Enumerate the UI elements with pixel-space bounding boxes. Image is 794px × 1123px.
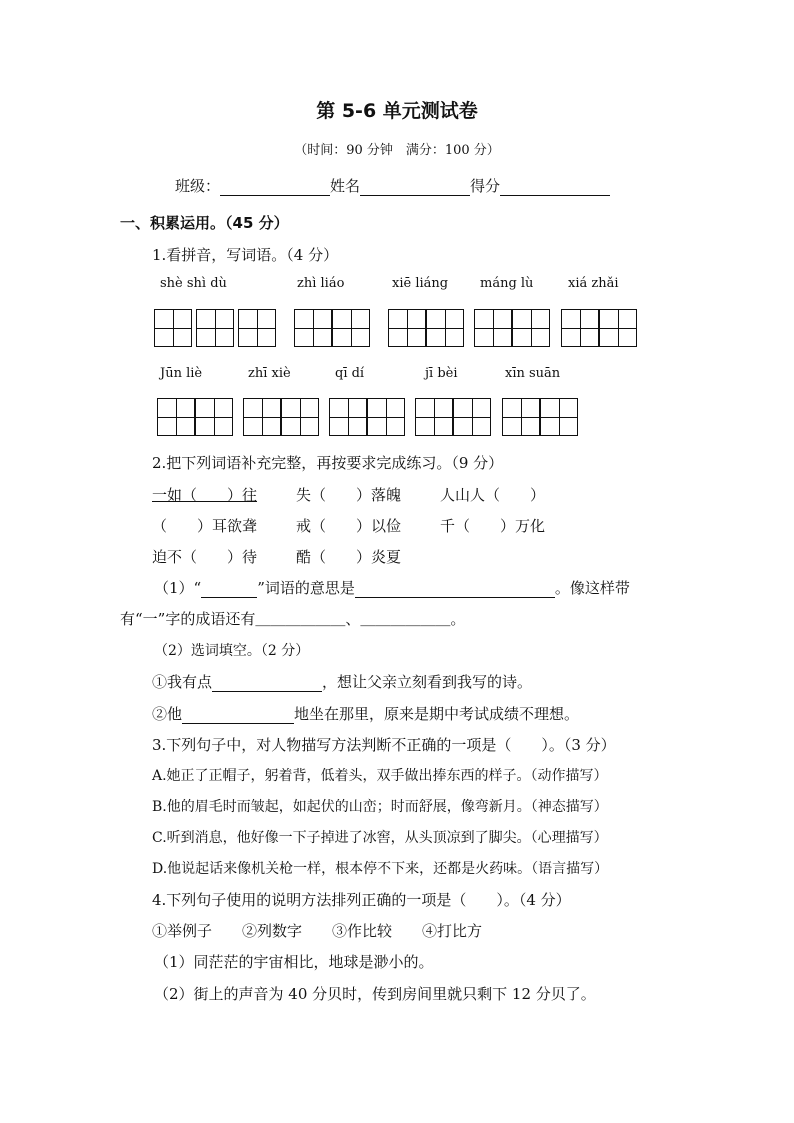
writing-box[interactable] — [540, 398, 578, 436]
idiom-3: 人山人（ ） — [440, 486, 546, 504]
pinyin-2: zhì liáo — [297, 276, 345, 291]
writing-box[interactable] — [243, 398, 281, 436]
pinyin-7: zhī xiè — [248, 366, 291, 381]
score-label: 得分 — [470, 177, 501, 195]
option-a[interactable]: A.她正了正帽子，躬着背，低着头，双手做出捧东西的样子。（动作描写） — [152, 768, 608, 784]
fill2-text-a: ②他 — [152, 705, 183, 723]
idiom-7: 迫不（ ）待 — [152, 548, 258, 566]
sub1-text-c: 。像这样带 — [554, 579, 630, 597]
statement-1: （1）同茫茫的宇宙相比，地球是渺小的。 — [154, 953, 434, 971]
writing-box[interactable] — [502, 398, 540, 436]
writing-box[interactable] — [281, 398, 319, 436]
name-label: 姓名 — [330, 177, 361, 195]
question-1-prompt: 1.看拼音，写词语。（4 分） — [152, 246, 339, 264]
student-info-line — [175, 175, 610, 196]
fill-sentence-1 — [152, 671, 532, 692]
sub1-text-b: ”词语的意思是 — [257, 579, 355, 597]
question-4-prompt: 4.下列句子使用的说明方法排列正确的一项是（ ）。（4 分） — [152, 891, 571, 909]
idiom-4: （ ）耳欲聋 — [152, 517, 258, 535]
writing-box[interactable] — [512, 309, 550, 347]
pinyin-1: shè shì dù — [160, 276, 227, 291]
sub-question-1 — [154, 577, 630, 598]
pinyin-8: qī dí — [335, 366, 365, 381]
method-list: ①举例子 ②列数字 ③作比较 ④打比方 — [152, 922, 483, 940]
idiom-2: 失（ ）落魄 — [296, 486, 402, 504]
writing-box[interactable] — [599, 309, 637, 347]
fill1-text-b: ，想让父亲立刻看到我写的诗。 — [322, 673, 533, 691]
fill2-text-b: 地坐在那里，原来是期中考试成绩不理想。 — [294, 705, 580, 723]
pinyin-10: xīn suān — [505, 366, 561, 381]
idiom-1: 一如（ ）往 — [152, 486, 258, 504]
fill-sentence-2 — [152, 703, 579, 724]
writing-box[interactable] — [157, 398, 195, 436]
writing-box[interactable] — [426, 309, 464, 347]
pinyin-9: jī bèi — [425, 366, 458, 381]
answer-blank[interactable] — [182, 710, 294, 724]
writing-box[interactable] — [196, 309, 234, 347]
sub-question-2: （2）选词填空。（2 分） — [154, 643, 310, 659]
writing-box[interactable] — [329, 398, 367, 436]
writing-box[interactable] — [294, 309, 332, 347]
class-blank[interactable] — [220, 181, 330, 196]
question-2-prompt: 2.把下列词语补充完整，再按要求完成练习。（9 分） — [152, 454, 504, 472]
statement-2: （2）街上的声音为 40 分贝时，传到房间里就只剩下 12 分贝了。 — [154, 985, 596, 1003]
writing-box[interactable] — [453, 398, 491, 436]
page-title: 第 5-6 单元测试卷 — [316, 100, 478, 122]
writing-box[interactable] — [474, 309, 512, 347]
answer-blank[interactable] — [212, 678, 322, 692]
answer-blank[interactable] — [201, 584, 257, 598]
writing-box[interactable] — [195, 398, 233, 436]
pinyin-6: Jūn liè — [160, 366, 203, 381]
fill1-text-a: ①我有点 — [152, 673, 213, 691]
sub1-text-a: （1）“ — [154, 579, 202, 597]
pinyin-5: xiá zhǎi — [568, 276, 619, 291]
writing-box[interactable] — [561, 309, 599, 347]
pinyin-3: xiē liáng — [392, 276, 449, 291]
writing-box[interactable] — [238, 309, 276, 347]
idiom-5: 戒（ ）以俭 — [296, 517, 402, 535]
writing-box[interactable] — [332, 309, 370, 347]
exam-time-info: （时间：90 分钟 满分：100 分） — [294, 143, 500, 158]
name-blank[interactable] — [360, 181, 470, 196]
writing-box[interactable] — [388, 309, 426, 347]
sub-question-1-cont: 有“一”字的成语还有＿＿＿＿＿＿、＿＿＿＿＿＿。 — [120, 610, 466, 628]
writing-box[interactable] — [415, 398, 453, 436]
pinyin-4: máng lù — [480, 276, 534, 291]
class-label: 班级： — [175, 177, 221, 195]
option-d[interactable]: D.他说起话来像机关枪一样，根本停不下来，还都是火药味。（语言描写） — [152, 861, 609, 877]
question-3-prompt: 3.下列句子中，对人物描写方法判断不正确的一项是（ ）。（3 分） — [152, 736, 616, 754]
option-b[interactable]: B.他的眉毛时而皱起，如起伏的山峦；时而舒展，像弯新月。（神态描写） — [152, 799, 608, 815]
section-heading: 一、积累运用。（45 分） — [120, 214, 289, 232]
answer-blank[interactable] — [355, 584, 555, 598]
idiom-6: 千（ ）万化 — [440, 517, 546, 535]
idiom-8: 酷（ ）炎夏 — [296, 548, 402, 566]
option-c[interactable]: C.听到消息，他好像一下子掉进了冰窖，从头顶凉到了脚尖。（心理描写） — [152, 830, 608, 846]
score-blank[interactable] — [500, 181, 610, 196]
writing-box[interactable] — [154, 309, 192, 347]
writing-box[interactable] — [367, 398, 405, 436]
